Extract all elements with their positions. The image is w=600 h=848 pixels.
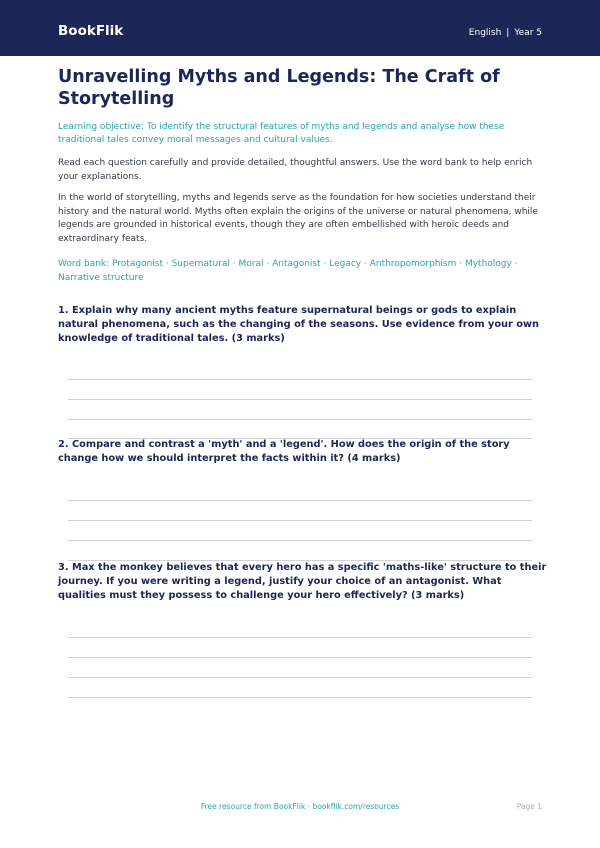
- learning-objective: Learning objective: To identify the structural features of myths and legends and analyse how these traditional tales convey moral messages and cultural values.: [58, 122, 505, 145]
- year-label: Year 5: [514, 28, 542, 38]
- subject-year-label: [469, 28, 542, 38]
- answer-line[interactable]: [68, 399, 532, 400]
- brand-logo: BookFlik: [58, 23, 124, 39]
- answer-line[interactable]: [68, 419, 532, 420]
- subject-label: English: [468, 28, 502, 38]
- instructions-paragraph: Read each question carefully and provide detailed, thoughtful answers. Use the word bank to help enrich your explanations.: [58, 158, 533, 182]
- question-3: 3. Max the monkey believes that every hero has a specific 'maths-like' structure to their journey. If you were writing a legend, justify your choice of an antagonist. What qualities must they possess to challenge your hero effectively? (3 marks): [58, 562, 547, 601]
- page-number: Page 1: [516, 802, 542, 811]
- worksheet-title: Unravelling Myths and Legends: The Craft of Storytelling: [58, 67, 500, 109]
- answer-line[interactable]: [68, 540, 532, 541]
- answer-line[interactable]: [68, 500, 532, 501]
- answer-line[interactable]: [68, 697, 532, 698]
- separator: |: [506, 28, 510, 38]
- question-1: 1. Explain why many ancient myths feature supernatural beings or gods to explain natural phenomena, such as the changing of the seasons. Use evidence from your own knowledge of traditional tales. (3 marks): [58, 305, 540, 344]
- answer-line[interactable]: [68, 657, 532, 658]
- footer-credit: Free resource from BookFlik · bookflik.com/resources: [200, 802, 400, 811]
- answer-line[interactable]: [68, 520, 532, 521]
- answer-line[interactable]: [68, 637, 532, 638]
- answer-line[interactable]: [68, 379, 532, 380]
- word-bank: Word bank: Protagonist · Supernatural · Moral · Antagonist · Legacy · Anthropomorphism · Mythology · Narrative structure: [58, 259, 518, 283]
- answer-line[interactable]: [68, 677, 532, 678]
- intro-paragraph: In the world of storytelling, myths and legends serve as the foundation for how societies understand their history and the natural world. Myths often explain the origins of the universe or natural phenomena, while legends are grounded in historical events, though they are often embellished with heroic deeds and extraordinary feats.: [58, 193, 538, 244]
- header-bar: [0, 0, 600, 56]
- question-2: 2. Compare and contrast a 'myth' and a 'legend'. How does the origin of the story change how we should interpret the facts within it? (4 marks): [58, 439, 510, 464]
